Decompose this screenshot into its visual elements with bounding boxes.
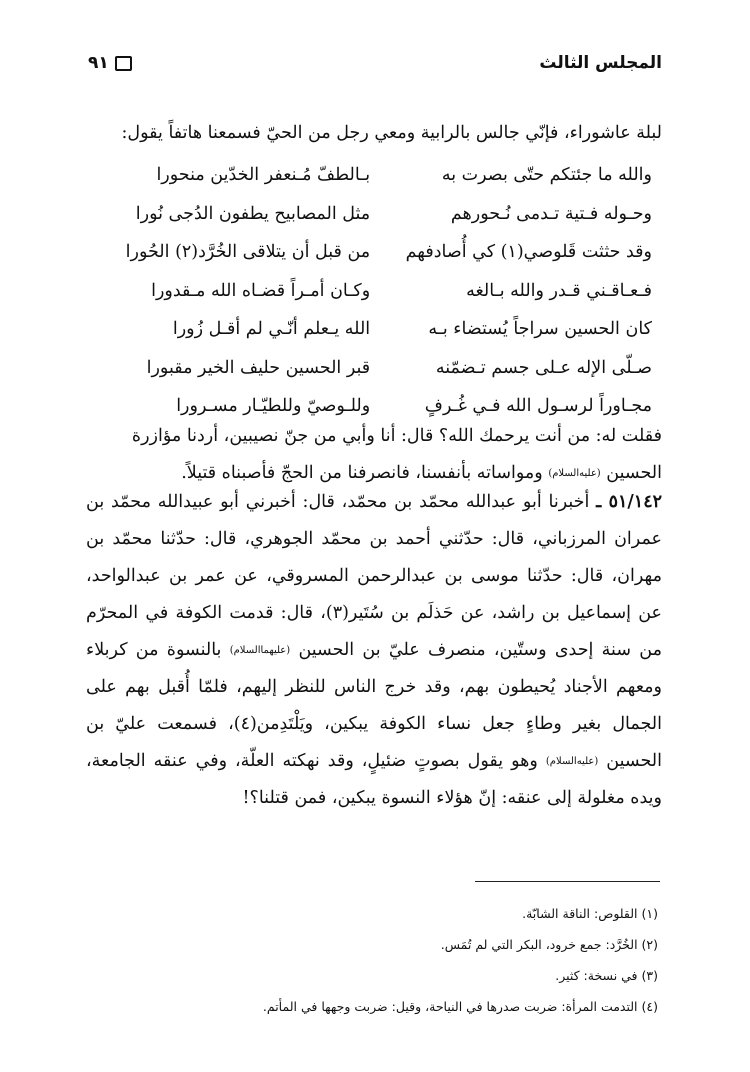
page-number-group — [88, 53, 132, 73]
page-box-icon — [115, 56, 132, 71]
verse-first-hemistich: فـعـاقـني قـدر والله بـالغه — [466, 280, 652, 301]
page-header — [88, 48, 662, 78]
poem-verse — [110, 233, 652, 272]
hadith-part2: بالنسوة من كربلاء ومعهم الأجناد يُحيطون بهم، وقد خرج الناس للنظر إليهم، فلمّا أُقبل بهم على الجمال بغير وطاءٍ جعل نساء الكوفة يبكين، ويَلْتَدِمن(٤)، فسمعت عليّ بن الحسين — [86, 640, 662, 771]
after-poem-line2-b: ومواساته بأنفسنا، فانصرفنا من الحجّ فأصبناه قتيلاً. — [181, 463, 543, 483]
blessing-phrase: (عليه‌السلام) — [545, 756, 599, 767]
verse-first-hemistich: مجـاوراً لرسـول الله فـي غُـرفٍ — [424, 396, 652, 417]
footnote: (٣) في نسخة: كثير. — [555, 968, 658, 983]
verse-first-hemistich: والله ما جئتكم حتّى بصرت به — [441, 165, 652, 186]
chapter-title: المجلس الثالث — [539, 53, 662, 73]
hadith-number: ٥١/١٤٢ ـ — [596, 492, 662, 512]
after-poem-line1: فقلت له: من أنت يرحمك الله؟ قال: أنا وأبي من جنّ نصيبين، أردنا مؤازرة — [131, 426, 662, 446]
poem-verse — [110, 310, 652, 349]
verse-second-hemistich: وللـوصيّ وللطيّـار مسـرورا — [176, 396, 371, 417]
hadith-part3: وهو يقول بصوتٍ ضئيلٍ، وقد نهكته العلّة، وفي عنقه الجامعة، ويده مغلولة إلى عنقه: إنّ هؤلاء النسوة يبكين، فمن قتلنا؟! — [86, 751, 662, 808]
verse-second-hemistich: وكـان أمـراً قضـاه الله مـقدورا — [151, 280, 371, 301]
verse-first-hemistich: وحـوله فـتية تـدمى نُـحورهم — [450, 203, 652, 224]
hadith-part1: أخبرنا أبو عبدالله محمّد بن محمّد، قال: أخبرني أبو عبيدالله محمّد بن عمران المرزباني، قال: حدّثني أحمد بن محمّد الجوهري، قال: حدّثنا محمّد بن مهران، قال: حدّثنا موسى بن عبدالرحمن المسروقي، عن عمر بن عبدالواحد، عن إسماعيل بن راشد، عن حَذلَم بن سُتَير(٣)، قال: قدمت الكوفة في المحرّم من سنة إحدى وستّين، منصرف عليّ بن الحسين — [86, 492, 662, 660]
verse-second-hemistich: من قبل أن يتلاقى الخُرَّد(٢) الحُورا — [125, 242, 371, 263]
footnote: (٢) الخُرَّد: جمع خرود، البكر التي لم تُمَس. — [440, 937, 658, 952]
footnote: (١) القلوص: الناقة الشابّة. — [522, 906, 658, 921]
verse-first-hemistich: وقد حثثت قَلوصي(١) كي أُصادفهم — [405, 242, 652, 263]
blessing-phrase: (عليه‌السلام) — [548, 468, 601, 479]
poem-verse — [110, 272, 652, 311]
page-number: ٩١ — [88, 53, 109, 73]
verse-second-hemistich: بـالطفّ مُـنعفر الخدّين منحورا — [156, 165, 371, 186]
footnote: (٤) التدمت المرأة: ضربت صدرها في النياحة، وقيل: ضربت وجهها في المأتم. — [262, 999, 658, 1014]
verse-second-hemistich: قبر الحسين حليف الخير مقبورا — [146, 357, 371, 378]
verse-first-hemistich: صـلّى الإله عـلى جسم تـضمّنه — [435, 357, 652, 378]
after-poem-line2-a: الحسين — [606, 463, 662, 483]
after-poem-paragraph — [86, 418, 662, 492]
footnote-separator — [475, 881, 660, 882]
blessing-phrase: (عليهما‌السلام) — [229, 645, 291, 656]
poem-verse — [110, 195, 652, 234]
poem — [110, 156, 652, 426]
hadith-text — [86, 484, 662, 817]
verse-second-hemistich: مثل المصابيح يطفون الدُجى نُورا — [135, 203, 371, 224]
intro-line: لبلة عاشوراء، فإنّي جالس بالرابية ومعي رجل من الحيّ فسمعنا هاتفاً يقول: — [121, 123, 662, 143]
poem-verse — [110, 349, 652, 388]
poem-verse — [110, 156, 652, 195]
hadith-paragraph — [86, 484, 662, 817]
verse-second-hemistich: الله يـعلم أنّـي لم أقـل زُورا — [172, 319, 371, 340]
verse-first-hemistich: كان الحسين سراجاً يُستضاء بـه — [428, 319, 652, 340]
footnotes — [90, 898, 658, 1022]
